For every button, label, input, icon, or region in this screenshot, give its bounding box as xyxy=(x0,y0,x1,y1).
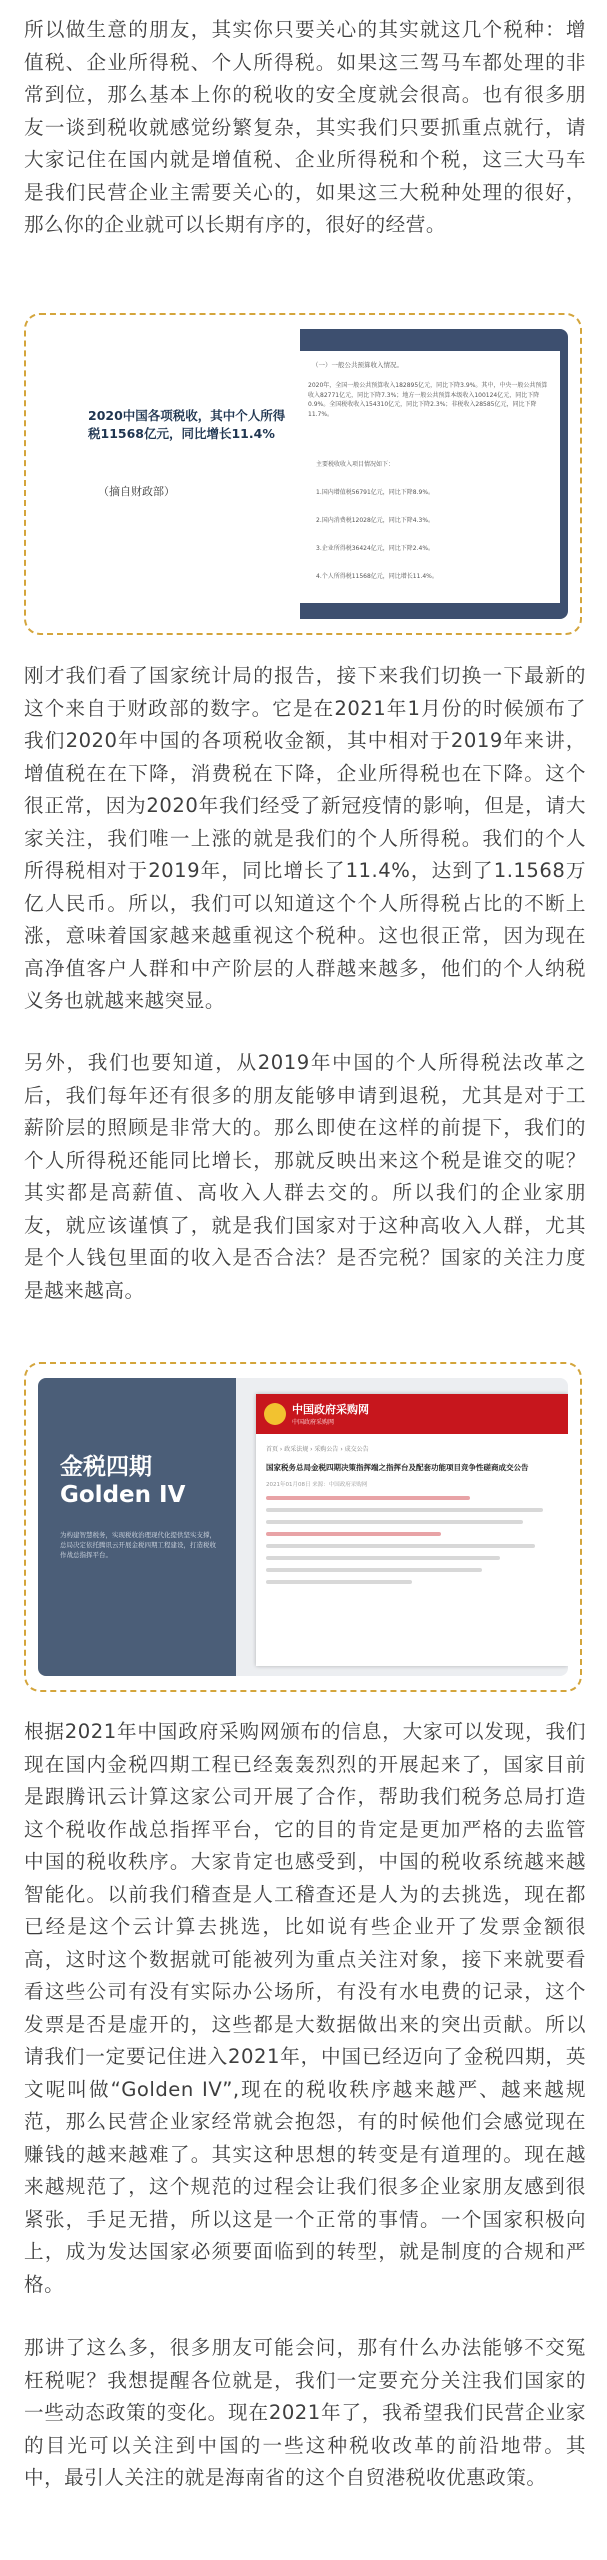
doc-body: 2020年，全国一般公共预算收入182895亿元，同比下降3.9%。其中，中央一般公共预算收入82771亿元，同比下降7.3%；地方一般公共预算本级收入100124亿元，同比下降0.9%。全国税收收入154310亿元，同比下降2.3%；非税收入28585亿元，同比下降11.7%。 xyxy=(308,382,548,418)
paragraph-1: 所以做生意的朋友，其实你只要关心的其实就这几个税种：增值税、企业所得税、个人所得税。如果这三驾马车都处理的非常到位，那么基本上你的税收的安全度就会很高。也有很多朋友一谈到税收就感觉纷繁复杂，其实我们只要抓重点就行，请大家记住在国内就是增值税、企业所得税和个税，这三大马车是我们民营企业主需要关心的，如果这三大税种处理的很好，那么你的企业就可以长期有序的，很好的经营。 xyxy=(24,18,586,236)
tax-revenue-image-card xyxy=(24,313,582,635)
site-header xyxy=(256,1394,568,1434)
tax-revenue-image xyxy=(38,329,568,619)
paragraph-5: 那讲了这么多，很多朋友可能会问，那有什么办法能够不交冤枉税呢？我想提醒各位就是，我们一定要充分关注我们国家的一些动态政策的变化。现在2021年了，我希望我们民营企业家的目光可以关注到中国的一些这种税收改革的前沿地带。其中，最引人关注的就是海南省的这个自贸港税收优惠政策。 xyxy=(24,2336,586,2489)
doc-line: 主要税收收入项目情况如下： xyxy=(316,461,395,468)
announcement-headline: 国家税务总局金税四期决策指挥端之指挥台及配套功能项目竞争性磋商成交公告 xyxy=(266,1463,529,1472)
announcement-meta: 2021年01月08日 来源：中国政府采购网 xyxy=(266,1482,368,1488)
golden-iv-image-card xyxy=(24,1362,582,1692)
paragraph-3: 另外，我们也要知道，从2019年中国的个人所得税法改革之后，我们每年还有很多的朋友能够申请到退税，尤其是对于工薪阶层的照顾是非常大的。那么即使在这样的前提下，我们的个人所得税还能同比增长，那就反映出来这个税是谁交的呢？其实都是高薪值、高收入人群去交的。所以我们的企业家朋友，就应该谨慎了，就是我们国家对于这种高收入人群，尤其是个人钱包里面的收入是否合法？是否完税？国家的关注力度是越来越高。 xyxy=(24,1051,586,1302)
golden-iv-description: 为构建智慧税务，实现税收治理现代化提供坚实支撑，总局决定依托腾讯云开展金税四期工程建设，打造税收作战总指挥平台。 xyxy=(60,1531,216,1559)
site-breadcrumb: 首页 › 政采法规 › 采购公告 › 成交公告 xyxy=(266,1446,369,1453)
procurement-site-screenshot xyxy=(256,1394,568,1666)
site-subtitle: 中国政府采购网 xyxy=(292,1419,335,1426)
announcement-body xyxy=(266,1496,558,1592)
golden-iv-title: 金税四期 xyxy=(60,1454,152,1480)
national-emblem-icon xyxy=(264,1403,286,1425)
site-name: 中国政府采购网 xyxy=(292,1403,369,1416)
image-caption-source: （摘自财政部） xyxy=(98,485,175,498)
paragraph-2: 刚才我们看了国家统计局的报告，接下来我们切换一下最新的这个来自于财政部的数字。它是在2021年1月份的时候颁布了我们2020年中国的各项税收金额，其中相对于2019年来讲，增值税在在下降，消费税在下降，企业所得税也在下降。这个很正常，因为2020年我们经受了新冠疫情的影响，但是，请大家关注，我们唯一上涨的就是我们的个人所得税。我们的个人所得税相对于2019年，同比增长了11.4%，达到了1.1568万亿人民币。所以，我们可以知道这个个人所得税占比的不断上涨，意味着国家越来越重视这个税种。这也很正常，因为现在高净值客户人群和中产阶层的人群越来越多，他们的个人纳税义务也就越来越突显。 xyxy=(24,664,586,1012)
doc-line: 1.国内增值税56791亿元，同比下降8.9%。 xyxy=(316,489,435,496)
golden-iv-subtitle: Golden IV xyxy=(60,1482,186,1508)
ministry-document-excerpt xyxy=(300,351,560,603)
image-caption-title: 2020中国各项税收，其中个人所得税11568亿元，同比增长11.4% xyxy=(88,408,286,441)
doc-line: 4.个人所得税11568亿元，同比增长11.4%。 xyxy=(316,573,438,580)
doc-line: 2.国内消费税12028亿元，同比下降4.3%。 xyxy=(316,517,435,524)
paragraph-4: 根据2021年中国政府采购网颁布的信息，大家可以发现，我们现在国内金税四期工程已经轰轰烈烈的开展起来了，国家目前是跟腾讯云计算这家公司开展了合作，帮助我们税务总局打造这个税收作战总指挥平台，它的目的肯定是更加严格的去监管中国的税收秩序。大家肯定也感受到，中国的税收系统越来越智能化。以前我们稽查是人工稽查还是人为的去挑选，现在都已经是这个云计算去挑选，比如说有些企业开了发票金额很高，这时这个数据就可能被列为重点关注对象，接下来就要看看这些公司有没有实际办公场所，有没有水电费的记录，这个发票是否是虚开的，这些都是大数据做出来的突出贡献。所以请我们一定要记住进入2021年，中国已经迈向了金税四期，英文呢叫做“Golden IV”,现在的税收秩序越来越严、越来越规范，那么民营企业家经常就会抱怨，有的时候他们会感觉现在赚钱的越来越难了。其实这种思想的转变是有道理的。现在越来越规范了，这个规范的过程会让我们很多企业家朋友感到很紧张，手足无措，所以这是一个正常的事情。一个国家积极向上，成为发达国家必须要面临到的转型，就是制度的合规和严格。 xyxy=(24,1720,586,2296)
golden-iv-image xyxy=(38,1378,568,1676)
doc-heading: （一）一般公共预算收入情况。 xyxy=(312,361,403,369)
doc-line: 3.企业所得税36424亿元，同比下降2.4%。 xyxy=(316,545,435,552)
